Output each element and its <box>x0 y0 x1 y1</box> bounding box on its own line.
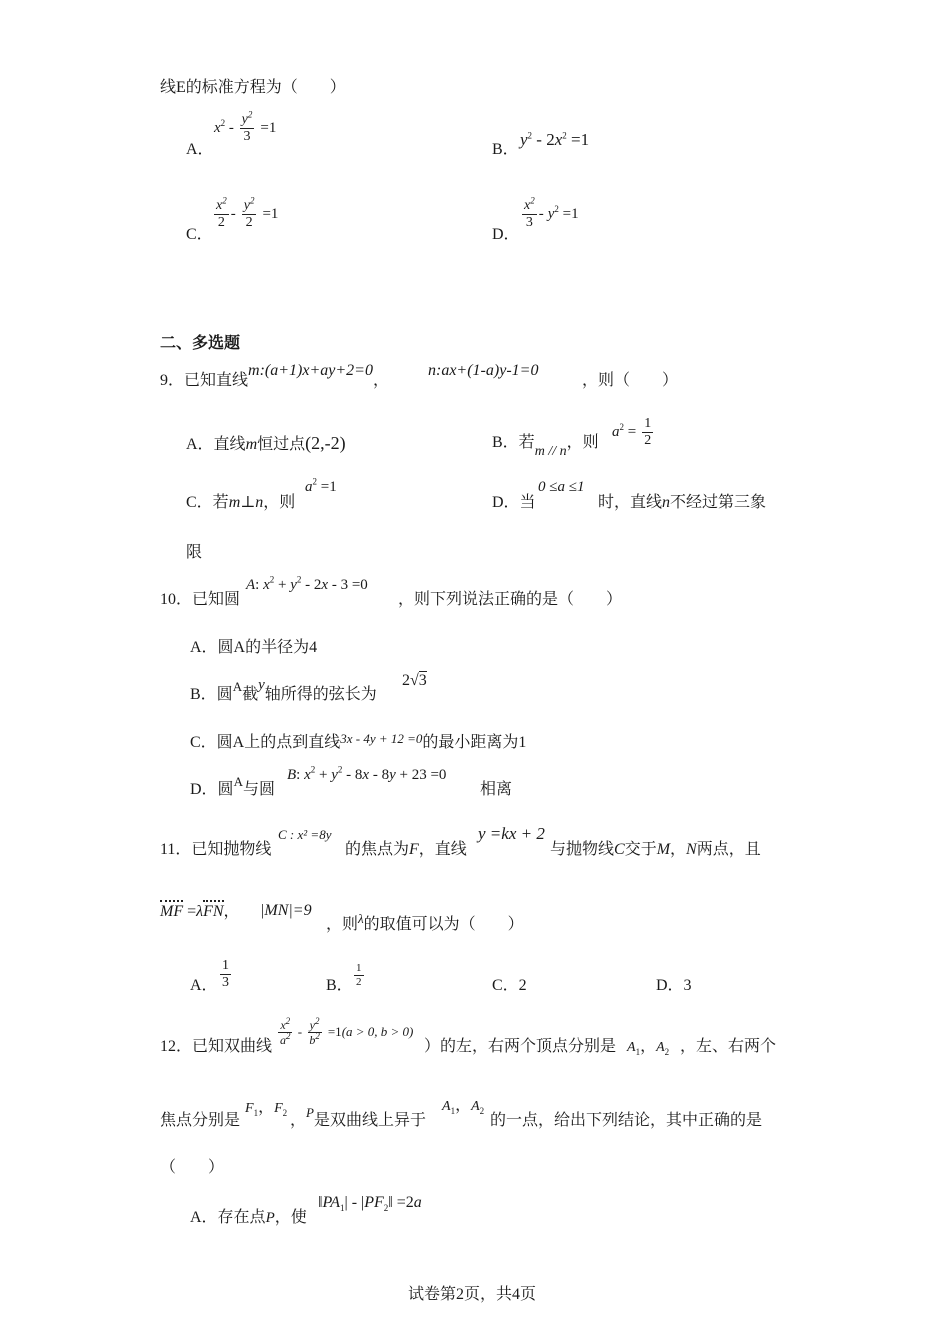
q8-tail-text: 线E的标准方程为（ ） <box>160 79 346 96</box>
q9-option-b: B．若m // n，则 <box>492 434 599 459</box>
q8-option-b-label: B． <box>492 141 519 158</box>
q9-option-a: A．直线m恒过点(2,-2) <box>186 433 346 453</box>
q11-vector-eq: MF =λFN， <box>160 903 240 920</box>
q9-option-b-formula: $a^2$ = $\frac{1}{2}$ <box>612 416 652 448</box>
q11-option-a: A． <box>190 977 218 994</box>
q10-stem: 10．已知圆 <box>160 591 241 608</box>
q9-line-m: m:(a+1)x+ay+2=0 <box>248 362 373 379</box>
q10-circle-b-eq: B: $x^2 + y^2 - 8x - 8y + 23 =0$ <box>287 764 447 783</box>
q12-foci: $F_1$，$F_2$ <box>245 1099 288 1119</box>
q12-line2-pre: 焦点分别是 <box>160 1112 241 1129</box>
q12-option-a: A．存在点P，使 <box>190 1209 307 1226</box>
q11-option-d: D．3 <box>656 977 692 994</box>
q9-option-d-cond: 0 ≤a ≤1 <box>538 479 585 495</box>
q8-option-d-formula: $\frac{x^2}{3}$ - $y^2 =1$ <box>524 195 579 230</box>
q12-stem-tail1: ）的左，右两个顶点分别是 <box>424 1038 617 1055</box>
q9-tail: ，则（ ） <box>582 372 679 389</box>
q12-stem-tail2: ，左、右两个 <box>680 1038 777 1055</box>
q8-option-c-label: C． <box>186 226 213 243</box>
q8-option-d-label: D． <box>492 226 520 243</box>
q8-option-a-label: A． <box>186 141 214 158</box>
q11-parabola-eq: C : x² =8y <box>278 827 332 842</box>
q10-circle-a-eq: A: $x^2 + y^2 - 2x - 3 =0$ <box>246 574 368 593</box>
q11-ask: ，则$^\lambda$的取值可以为（ ） <box>326 911 524 933</box>
q10-option-b: B．圆$^A$截y轴所得的弦长为 <box>190 677 377 703</box>
q12-vertices: $A_1$，$A_2$ <box>627 1038 670 1058</box>
section-title: 二、多选题 <box>160 335 241 352</box>
q8-option-b-formula: $y^2 - 2x^2 =1$ <box>520 130 590 149</box>
q10-option-b-value: 2√3 <box>402 672 427 689</box>
q9-option-d-wrap: 限 <box>186 544 203 561</box>
q9-option-c: C．若m⊥n，则 <box>186 494 296 511</box>
q8-option-c-formula: $\frac{x^2}{2}$ - $\frac{y^2}{2}$ =1 <box>216 195 279 230</box>
q11-option-b: B． <box>326 977 353 994</box>
q11-stem-end: 与抛物线C交于M，N两点，且 <box>550 841 761 858</box>
q12-line3: （ ） <box>160 1159 225 1176</box>
q10-option-a: A．圆A的半径为4 <box>190 639 318 656</box>
q10-tail: ，则下列说法正确的是（ ） <box>398 591 623 608</box>
q11-stem-start: 11．已知抛物线 <box>160 841 272 858</box>
page-footer: 试卷第2页，共4页 <box>408 1286 537 1303</box>
q9-option-d: D．当 <box>492 494 536 511</box>
q11-option-a-value: $\frac{1}{3}$ <box>222 958 229 990</box>
q10-option-c: C．圆A上的点到直线$^{3x - 4y + 12 =0}$的最小距离为1 <box>190 731 527 751</box>
q11-option-c: C．2 <box>492 977 527 994</box>
q12-stem-start: 12．已知双曲线 <box>160 1038 273 1055</box>
q10-option-d: D．圆$^A$与圆 <box>190 774 275 798</box>
q12-line2-mid: ，$^P$是双曲线上异于 <box>290 1105 426 1129</box>
q12-vertices-2: $A_1$，$A_2$ <box>442 1097 485 1117</box>
q11-line-eq: y =kx + 2 <box>478 824 545 843</box>
q11-option-b-value: $\frac{1}{2}$ <box>356 962 362 988</box>
q11-stem-mid: 的焦点为F，直线 <box>345 841 467 858</box>
q9-option-d-tail: 时，直线n不经过第三象 <box>598 494 767 511</box>
q12-line2-tail: 的一点，给出下列结论，其中正确的是 <box>490 1112 763 1129</box>
q12-option-a-formula: $‖PA_1|$ - $|PF_2‖ =2a$ <box>318 1194 422 1214</box>
q11-mn-length: |MN|=9 <box>260 902 312 919</box>
q10-option-d-tail: 相离 <box>480 781 513 798</box>
q9-stem: 9．已知直线m:(a+1)x+ay+2=0， <box>160 362 389 389</box>
q8-option-a-formula: $x^2$ - $\frac{y^2}{3}$ =1 <box>214 109 277 144</box>
q9-option-c-formula: $a^2 =1$ <box>305 476 337 495</box>
q12-hyperbola-eq: $\frac{x^2}{a^2}$ - $\frac{y^2}{b^2}$ =1(a > 0, b > 0) <box>280 1016 414 1047</box>
q9-line-n: n:ax+(1-a)y-1=0 <box>428 362 539 379</box>
